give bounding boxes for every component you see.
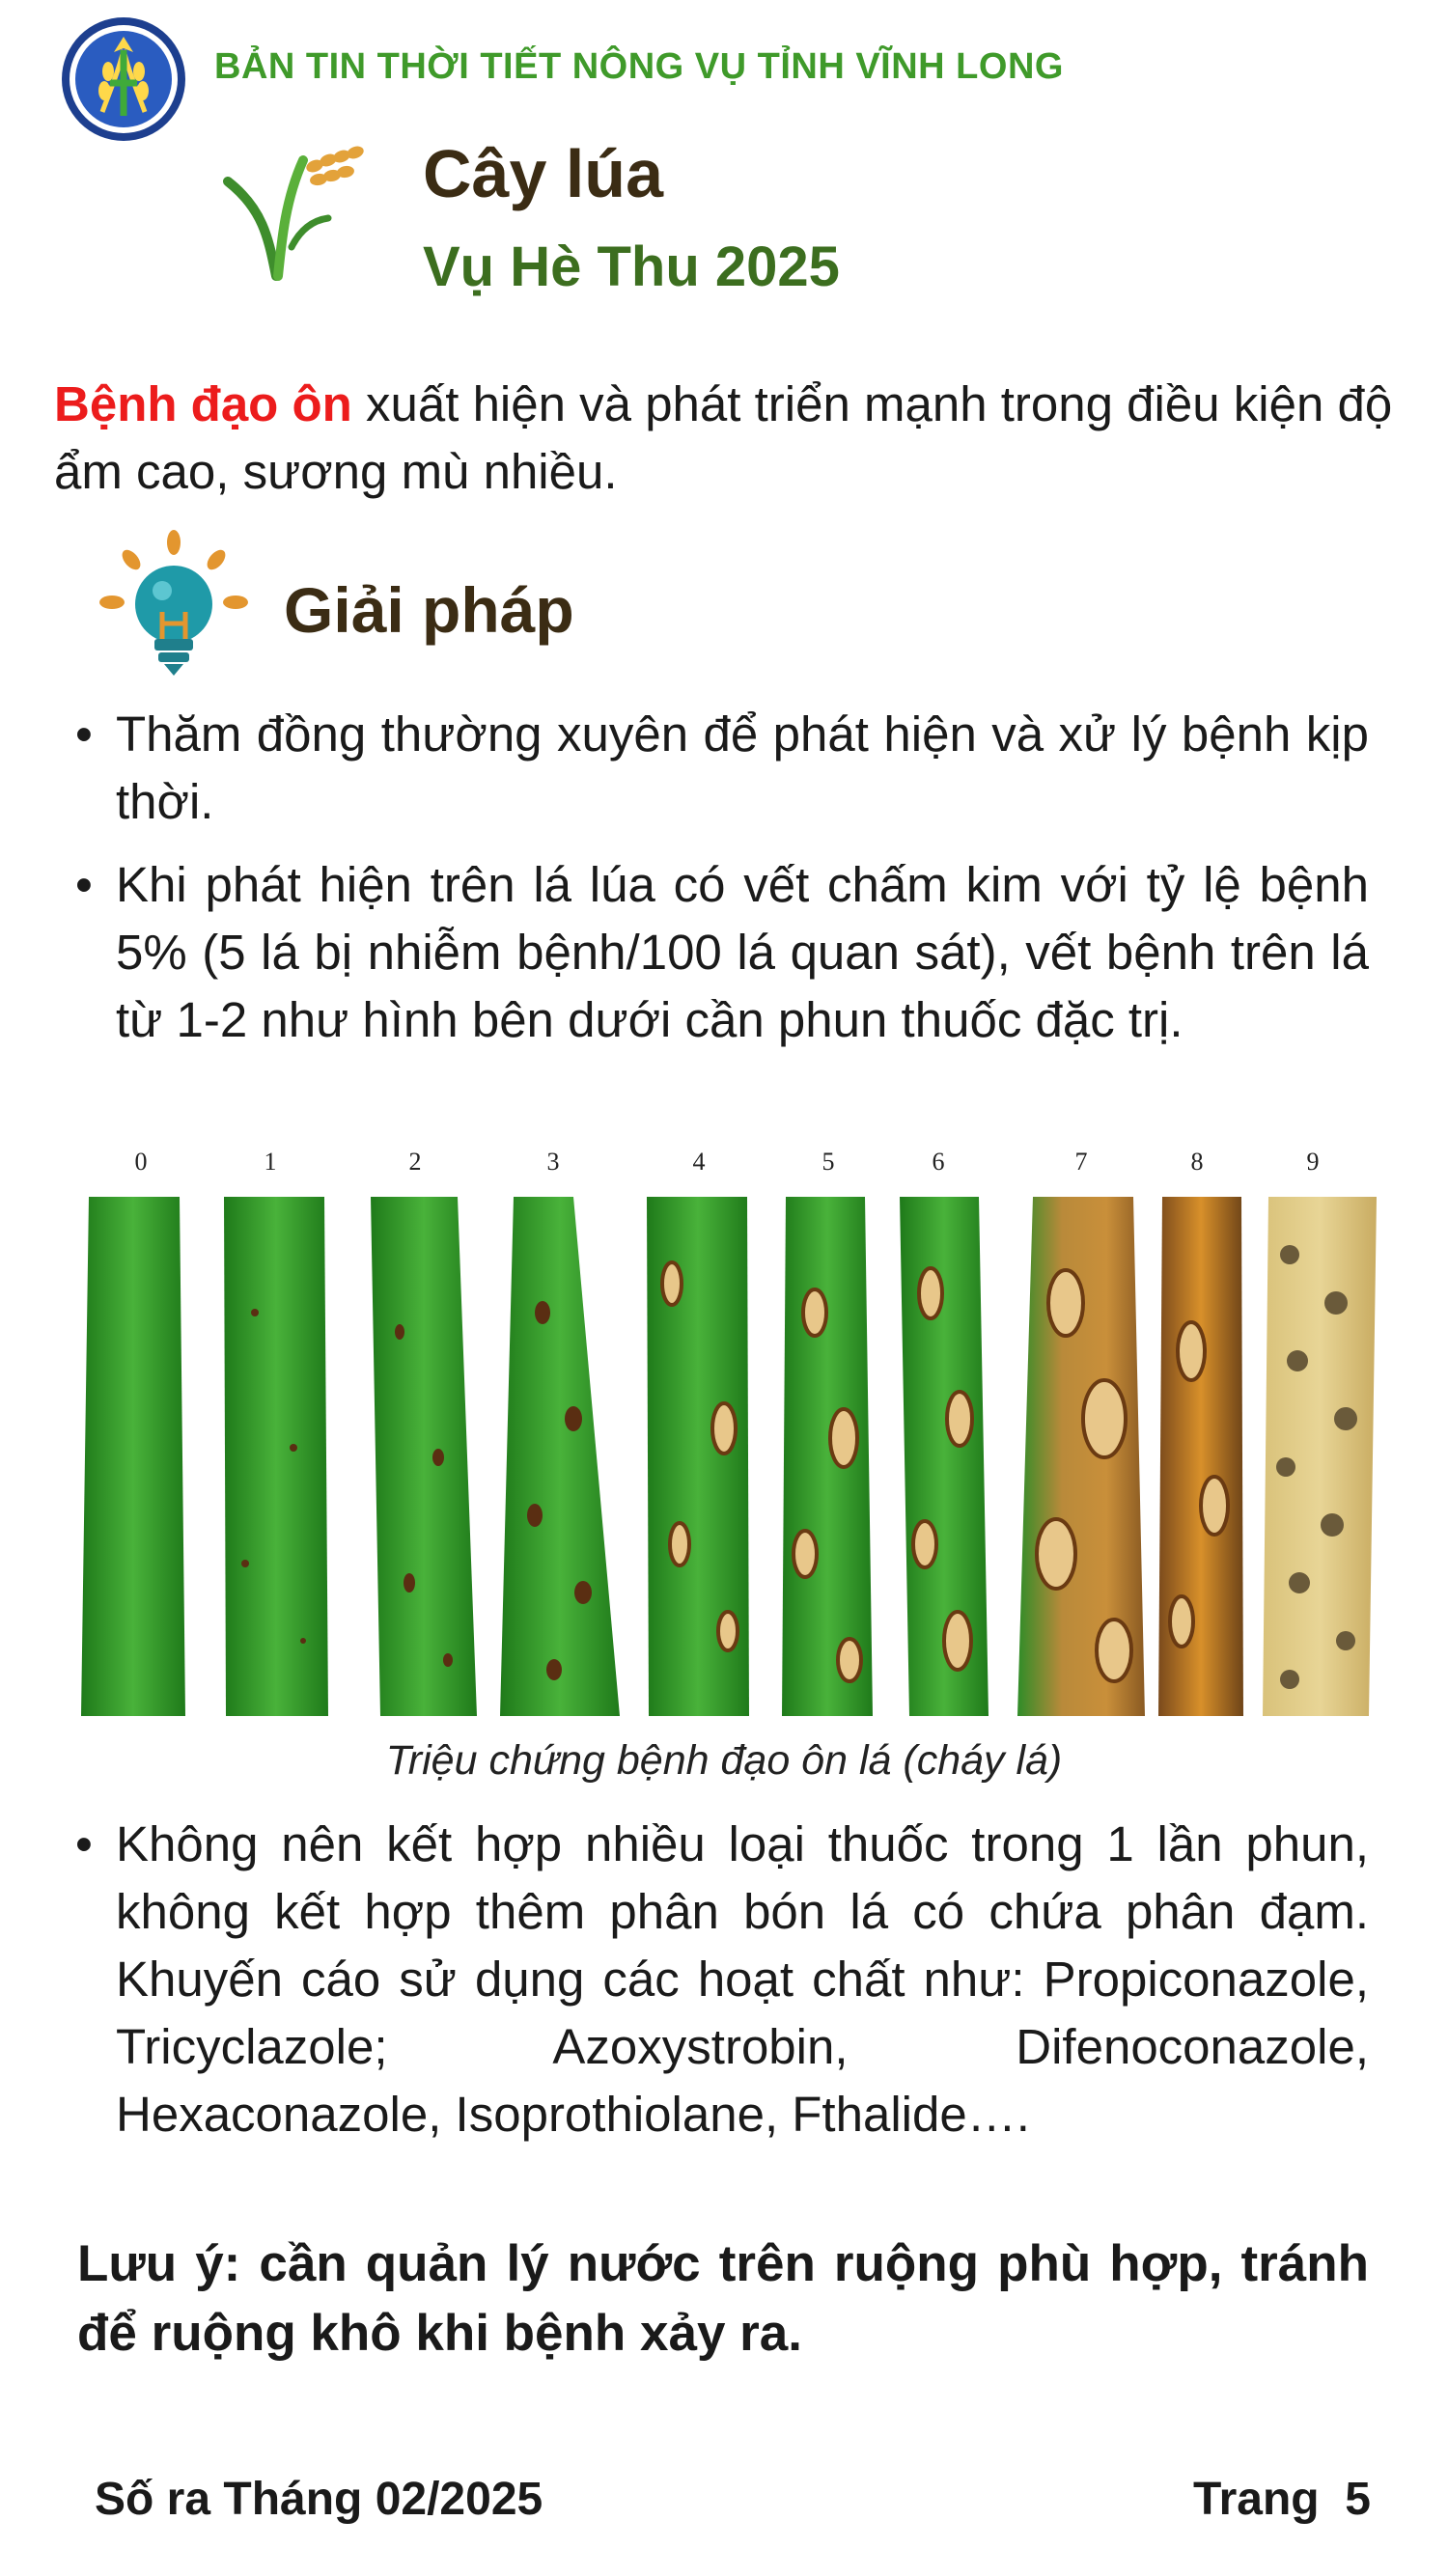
scale-label-9: 9 (1306, 1148, 1320, 1176)
scale-label-1: 1 (264, 1148, 277, 1176)
disease-intro (54, 371, 1406, 506)
leaf-level-5 (782, 1197, 873, 1716)
scale-label-5: 5 (821, 1148, 835, 1176)
season-title: Vụ Hè Thu 2025 (423, 235, 840, 298)
agency-logo-icon (60, 15, 187, 143)
bullet-marker: • (75, 857, 93, 912)
scale-label-2: 2 (408, 1148, 422, 1176)
water-management-note: Lưu ý: cần quản lý nước trên ruộng phù hợp, tránh để ruộng khô khi bệnh xảy ra. (77, 2235, 1369, 2362)
leaf-level-1 (224, 1197, 328, 1716)
leaf-level-2 (371, 1197, 477, 1716)
scale-label-0: 0 (134, 1148, 148, 1176)
scale-label-4: 4 (692, 1148, 706, 1176)
leaf-level-0 (81, 1197, 185, 1716)
solution-heading: Giải pháp (284, 574, 574, 646)
leaf-blast-scale-figure (71, 1139, 1384, 1718)
footer-issue-date: Số ra Tháng 02/2025 (95, 2474, 543, 2525)
bullet-text: Thăm đồng thường xuyên để phát hiện và xử lý bệnh kịp thời. (116, 706, 1369, 829)
figure-caption: Triệu chứng bệnh đạo ôn lá (cháy lá) (385, 1737, 1063, 1784)
scale-label-7: 7 (1074, 1148, 1088, 1176)
bullet-marker: • (75, 706, 93, 762)
scale-label-6: 6 (932, 1148, 945, 1176)
disease-intro-text: xuất hiện và phát triển mạnh trong điều kiện độ ẩm cao, sương mù nhiều. (54, 376, 1393, 499)
bullet-marker: • (75, 1816, 93, 1871)
scale-label-3: 3 (546, 1148, 560, 1176)
lightbulb-icon (95, 527, 253, 689)
leaf-level-3 (500, 1197, 620, 1716)
bullet-text: Khi phát hiện trên lá lúa có vết chấm kim với tỷ lệ bệnh 5% (5 lá bị nhiễm bệnh/100 lá quan sát), vết bệnh trên lá từ 1-2 như hình bên dưới cần phun thuốc đặc trị. (116, 857, 1369, 1047)
solution-bullet-2 (75, 851, 1369, 1054)
bullet-text: Không nên kết hợp nhiều loại thuốc trong 1 lần phun, không kết hợp thêm phân bón lá có chứa phân đạm. Khuyến cáo sử dụng các hoạt chất như: Propiconazole, Tricyclazole; Azoxystrobin, Difenoconazole, Hexaconazole, Isoprothiolane, Fthalide…. (116, 1816, 1369, 2142)
leaf-level-9 (1263, 1197, 1377, 1716)
solution-bullet-3 (75, 1811, 1369, 2148)
crop-title: Cây lúa (423, 136, 663, 211)
footer-page-number: Trang 5 (1192, 2474, 1371, 2525)
disease-name: Bệnh đạo ôn (54, 376, 352, 431)
solution-bullet-1 (75, 701, 1369, 836)
bulletin-header-title: BẢN TIN THỜI TIẾT NÔNG VỤ TỈNH VĨNH LONG (214, 46, 1064, 87)
scale-label-8: 8 (1190, 1148, 1204, 1176)
rice-plant-icon (214, 131, 369, 286)
